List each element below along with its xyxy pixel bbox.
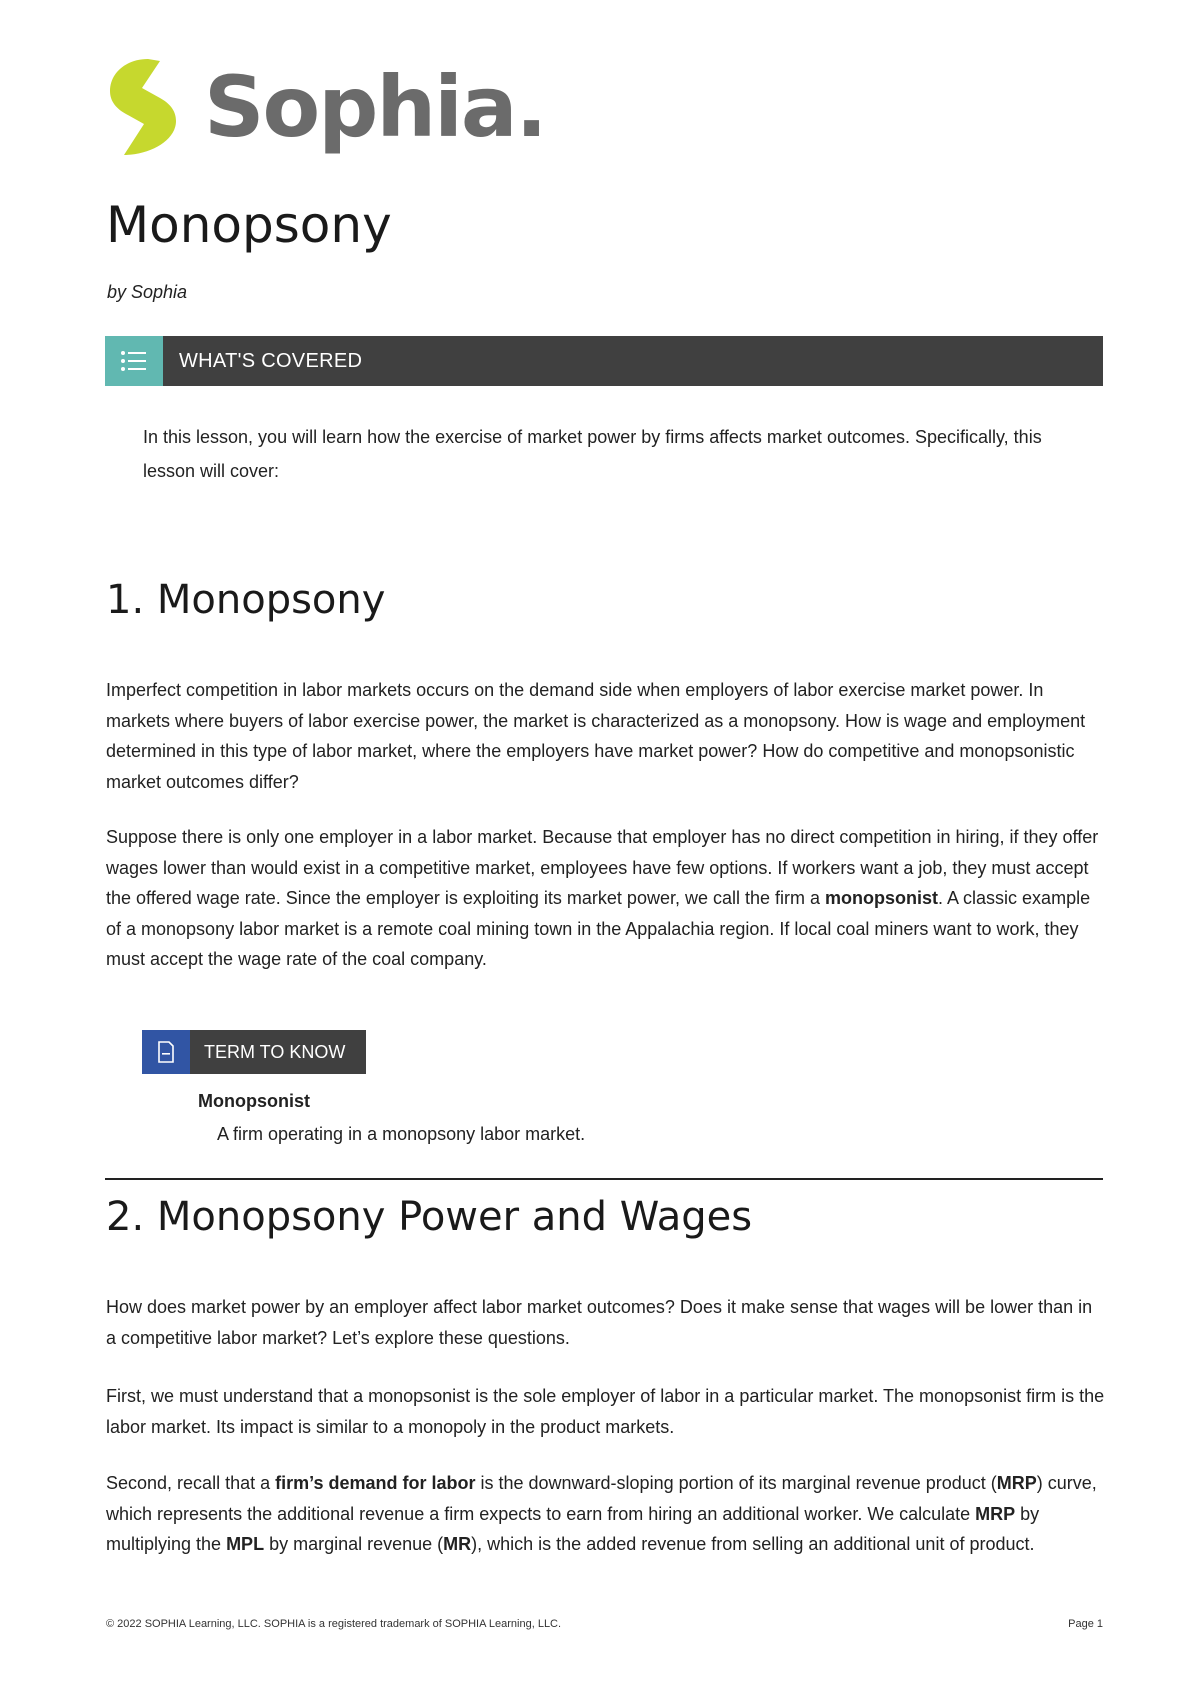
byline: by Sophia [107, 282, 188, 302]
sophia-logo [104, 56, 546, 158]
term-to-know-label: TERM TO KNOW [204, 1041, 346, 1062]
whats-covered-text: In this lesson, you will learn how the exercise of market power by firms affects market outcomes. Specifically, this lesson will cover: [143, 427, 1042, 481]
term-monopsonist: monopsonist [825, 888, 939, 908]
section-1-paragraph-2: Suppose there is only one employer in a labor market. Because that employer has no direct competition in hiring, if they offer wages lower than would exist in a competitive market, employees have few options. If workers want a job, they must accept the offered wage rate. Since the employer is exploiting its market power, we call the firm a monopsonist. A classic example of a monopsony labor market is a remote coal mining town in the Appalachia region. If local coal miners want to work, they must accept the wage rate of the coal company. [106, 827, 1099, 969]
section-1-paragraph-1: Imperfect competition in labor markets occurs on the demand side when employers of labor exercise market power. In markets where buyers of labor exercise power, the market is characterized as a monopsony. How is wage and employment determined in this type of labor market, where the employers have market power? How do competitive and monopsonistic market outcomes differ? [106, 680, 1086, 792]
section-2-paragraph-1: How does market power by an employer affect labor market outcomes? Does it make sense that wages will be lower than in a competitive labor market? Let’s explore these questions. [106, 1297, 1093, 1348]
whats-covered-banner [105, 336, 1103, 386]
term-definition: A firm operating in a monopsony labor market. [217, 1124, 586, 1144]
sophia-logo-mark-icon [104, 57, 182, 157]
list-icon [105, 336, 163, 386]
footer-copyright: © 2022 SOPHIA Learning, LLC. SOPHIA is a registered trademark of SOPHIA Learning, LLC. [106, 1618, 562, 1630]
term-to-know-banner [142, 1030, 366, 1074]
document-icon [142, 1030, 190, 1074]
sophia-wordmark: Sophia. [204, 58, 546, 156]
whats-covered-label: WHAT'S COVERED [179, 349, 363, 372]
section-1-heading: 1. Monopsony [106, 577, 386, 623]
section-2-heading: 2. Monopsony Power and Wages [106, 1194, 753, 1240]
footer-page-number: Page 1 [1068, 1618, 1103, 1630]
term-word: Monopsonist [198, 1091, 310, 1111]
section-2-paragraph-2: First, we must understand that a monopsonist is the sole employer of labor in a particular market. The monopsonist firm is the labor market. Its impact is similar to a monopoly in the product markets. [106, 1386, 1105, 1437]
section-divider [105, 1178, 1103, 1180]
page-title: Monopsony [106, 196, 392, 254]
section-2-paragraph-3: Second, recall that a firm’s demand for labor is the downward-sloping portion of its marginal revenue product (MRP) curve, which represents the additional revenue a firm expects to earn from hiring an additional worker. We calculate MRP by multiplying the MPL by marginal revenue (MR), which is the added revenue from selling an additional unit of product. [106, 1473, 1097, 1554]
